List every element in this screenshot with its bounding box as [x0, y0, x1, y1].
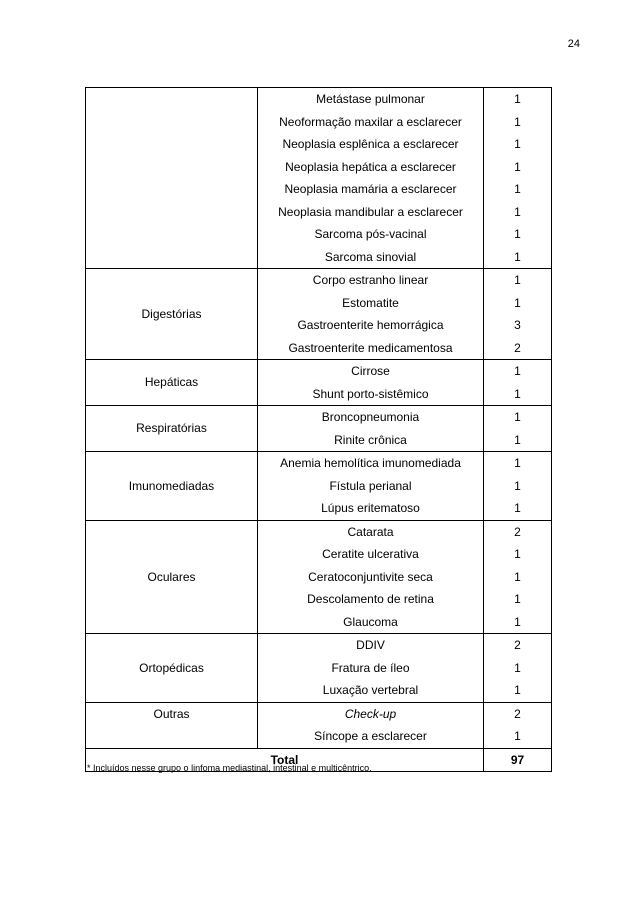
diagnosis-count: 1	[514, 386, 521, 401]
diagnosis-count: 1	[514, 592, 521, 606]
category-cell: Hepáticas	[86, 360, 258, 406]
diagnosis-cell	[258, 520, 484, 634]
diagnosis-name: Fratura de íleo	[331, 660, 410, 675]
diagnosis-cell	[258, 406, 484, 452]
category-cell: Oculares	[86, 520, 258, 634]
diagnosis-count: 1	[514, 137, 521, 151]
diagnosis-name: Neoplasia mandibular a esclarecer	[278, 204, 463, 219]
diagnosis-cell	[258, 269, 484, 360]
diagnosis-count: 1	[514, 364, 521, 378]
table-row	[86, 634, 552, 703]
diagnosis-count: 1	[514, 92, 521, 106]
count-cell	[484, 269, 552, 360]
diagnosis-cell	[258, 88, 484, 269]
diagnosis-name: Metástase pulmonar	[316, 92, 425, 106]
diagnosis-name: Lúpus eritematoso	[321, 501, 420, 515]
diagnosis-name: Neoplasia esplênica a esclarecer	[282, 137, 459, 151]
diagnosis-name: Corpo estranho linear	[312, 273, 429, 287]
diagnosis-count: 1	[514, 159, 521, 174]
total-value: 97	[484, 748, 552, 771]
page-number: 24	[567, 38, 580, 50]
diagnosis-count: 1	[514, 204, 521, 219]
count-cell	[484, 360, 552, 406]
diagnosis-count: 2	[514, 638, 521, 652]
diagnosis-cell	[258, 452, 484, 521]
diagnosis-count: 3	[514, 318, 521, 332]
category-cell: Imunomediadas	[86, 452, 258, 521]
diagnosis-name: Glaucoma	[343, 614, 398, 629]
table-row	[86, 88, 552, 269]
diagnosis-name: Catarata	[347, 524, 394, 539]
diagnosis-name: Cirrose	[351, 364, 390, 378]
count-cell	[484, 520, 552, 634]
diagnosis-name: Ceratoconjuntivite seca	[308, 569, 433, 584]
diagnosis-name: Ceratite ulcerativa	[322, 547, 419, 561]
table-row	[86, 406, 552, 452]
table-row	[86, 269, 552, 360]
count-cell	[484, 702, 552, 748]
count-cell	[484, 406, 552, 452]
category-cell: Outras	[86, 702, 258, 748]
diagnosis-count: 1	[514, 569, 521, 584]
diagnosis-name: Estomatite	[342, 295, 399, 310]
diagnosis-name: Gastroenterite hemorrágica	[297, 318, 444, 332]
total-label: Total	[86, 748, 484, 771]
diagnosis-cell	[258, 360, 484, 406]
diagnosis-cell	[258, 634, 484, 703]
count-cell	[484, 88, 552, 269]
category-cell	[86, 88, 258, 269]
diagnosis-count: 2	[514, 340, 521, 355]
diagnosis-count: 1	[514, 456, 521, 470]
diagnosis-count: 1	[514, 182, 521, 196]
diagnosis-count: 1	[514, 114, 521, 129]
diagnosis-name: Sarcoma sinovial	[324, 249, 417, 264]
diagnosis-name: Neoplasia mamária a esclarecer	[284, 182, 457, 196]
table-row	[86, 360, 552, 406]
diagnosis-count: 1	[514, 410, 521, 424]
diagnosis-count: 1	[514, 249, 521, 264]
diagnosis-count: 1	[514, 683, 521, 697]
category-cell: Digestórias	[86, 269, 258, 360]
diagnosis-name: Neoformação maxilar a esclarecer	[279, 114, 462, 129]
diagnosis-name: Rinite crônica	[334, 432, 407, 447]
diagnosis-count: 1	[514, 478, 521, 493]
diagnosis-name: Descolamento de retina	[307, 592, 434, 606]
diagnosis-table	[85, 87, 552, 772]
count-cell	[484, 452, 552, 521]
table-row	[86, 452, 552, 521]
diagnosis-count: 1	[514, 273, 521, 287]
diagnosis-name: Fístula perianal	[329, 478, 412, 493]
table-body	[86, 88, 552, 749]
category-cell: Respiratórias	[86, 406, 258, 452]
diagnosis-count: 1	[514, 432, 521, 447]
diagnosis-cell	[258, 702, 484, 748]
diagnosis-count: 2	[514, 706, 521, 721]
category-cell: Ortopédicas	[86, 634, 258, 703]
count-cell	[484, 634, 552, 703]
diagnosis-name: Anemia hemolítica imunomediada	[280, 456, 461, 470]
table-row	[86, 520, 552, 634]
diagnosis-count: 1	[514, 729, 521, 743]
diagnosis-count: 1	[514, 614, 521, 629]
diagnosis-count: 1	[514, 547, 521, 561]
diagnosis-name: Sarcoma pós-vacinal	[314, 227, 427, 241]
table-row	[86, 702, 552, 748]
diagnosis-name: Gastroenterite medicamentosa	[288, 340, 453, 355]
footnote: * Incluídos nesse grupo o linfoma mediastinal, intestinal e multicêntrico.	[87, 763, 372, 773]
diagnosis-name: Check-up	[344, 706, 397, 721]
diagnosis-count: 1	[514, 295, 521, 310]
diagnosis-count: 1	[514, 501, 521, 515]
diagnosis-name: Shunt porto-sistêmico	[312, 386, 429, 401]
diagnosis-count: 2	[514, 524, 521, 539]
diagnosis-count: 1	[514, 660, 521, 675]
diagnosis-name: Neoplasia hepática a esclarecer	[285, 159, 456, 174]
diagnosis-name: Luxação vertebral	[322, 683, 419, 697]
diagnosis-name: Broncopneumonia	[321, 410, 420, 424]
diagnosis-name: DDIV	[356, 638, 385, 652]
diagnosis-name: Síncope a esclarecer	[314, 729, 427, 743]
diagnosis-count: 1	[514, 227, 521, 241]
